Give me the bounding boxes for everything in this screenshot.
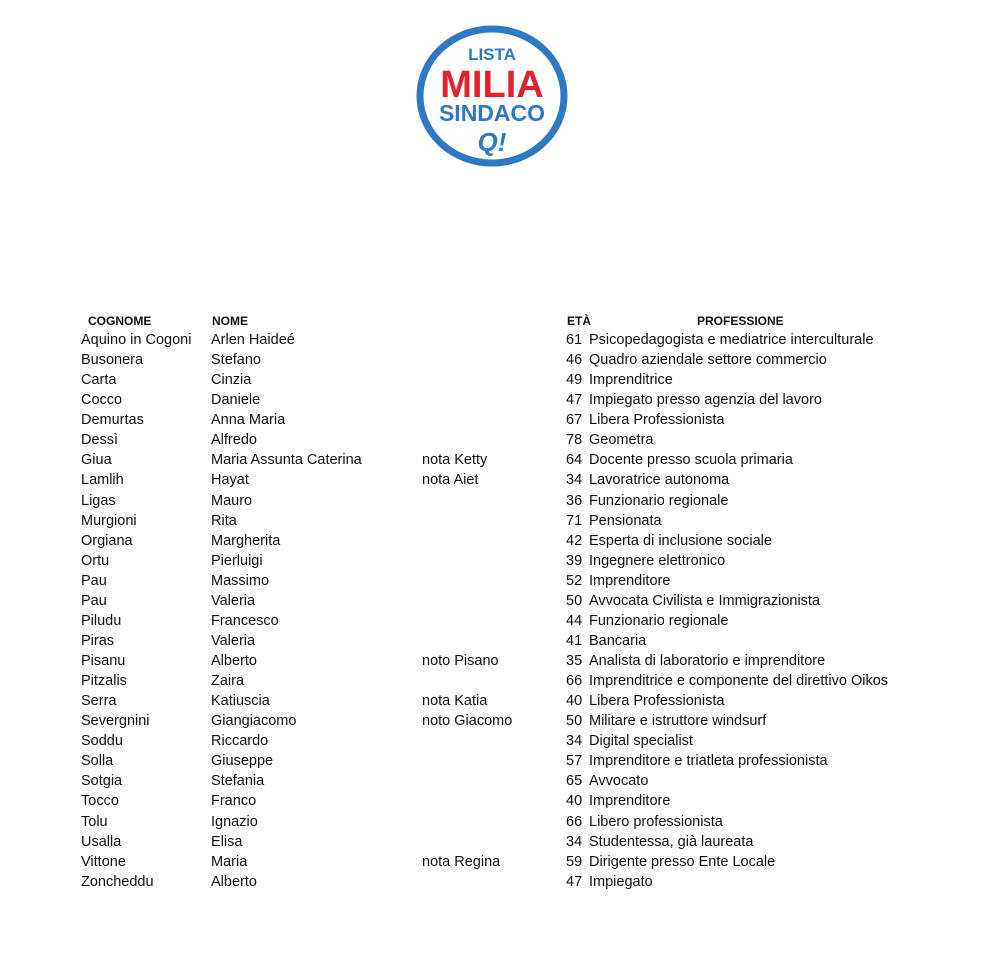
- logo-q-mark: Q!: [477, 127, 507, 157]
- cognome-cell: Solla: [81, 753, 114, 770]
- cognome-cell: Sotgia: [81, 773, 123, 790]
- professione-cell: Dirigente presso Ente Locale: [589, 853, 776, 870]
- table-row: [0, 872, 1000, 892]
- professione-cell: Impiegato: [589, 873, 653, 890]
- eta-cell: 71: [566, 512, 583, 529]
- professione-cell: Libera Professionista: [589, 693, 725, 710]
- nota-cell: noto Giacomo: [422, 713, 513, 730]
- nome-cell: Alfredo: [211, 432, 257, 449]
- eta-cell: 34: [566, 833, 583, 850]
- eta-cell: 61: [566, 332, 583, 348]
- nota-cell: noto Pisano: [422, 653, 499, 669]
- professione-cell: Avvocato: [589, 773, 649, 790]
- professione-cell: Imprenditrice: [589, 372, 673, 389]
- professione-cell: Imprenditore e triatleta professionista: [589, 753, 828, 770]
- professione-cell: Studentessa, già laureata: [589, 833, 754, 850]
- eta-cell: 66: [566, 673, 583, 690]
- nome-cell: Arlen Haideé: [211, 332, 295, 348]
- eta-cell: 47: [566, 392, 583, 409]
- professione-cell: Impiegato presso agenzia del lavoro: [589, 392, 822, 409]
- professione-cell: Geometra: [589, 432, 654, 449]
- eta-cell: 46: [566, 352, 583, 369]
- nome-cell: Elisa: [211, 833, 243, 850]
- nome-cell: Anna Maria: [211, 412, 286, 429]
- cognome-cell: Lamlih: [81, 472, 124, 489]
- professione-cell: Funzionario regionale: [589, 492, 729, 509]
- eta-cell: 39: [566, 552, 583, 569]
- nome-cell: Mauro: [211, 492, 253, 509]
- header-professione: PROFESSIONE: [697, 314, 784, 328]
- professione-cell: Libera Professionista: [589, 412, 725, 429]
- cognome-cell: Pisanu: [81, 653, 126, 669]
- eta-cell: 67: [566, 412, 583, 429]
- eta-cell: 41: [566, 632, 583, 649]
- eta-cell: 57: [566, 753, 583, 770]
- cognome-cell: Murgioni: [81, 512, 137, 529]
- table-row: [0, 430, 1000, 450]
- cognome-cell: Aquino in Cogoni: [81, 332, 192, 348]
- table-row: [0, 812, 1000, 832]
- eta-cell: 52: [566, 572, 583, 589]
- table-row: [0, 571, 1000, 591]
- nome-cell: Hayat: [211, 472, 249, 489]
- professione-cell: Militare e istruttore windsurf: [589, 713, 767, 730]
- professione-cell: Lavoratrice autonoma: [589, 472, 730, 489]
- logo-milia-text: MILIA: [440, 64, 544, 106]
- table-row: [0, 531, 1000, 551]
- table-row: [0, 410, 1000, 430]
- cognome-cell: Carta: [81, 372, 117, 389]
- professione-cell: Digital specialist: [589, 733, 693, 750]
- cognome-cell: Serra: [81, 693, 117, 710]
- table-row: [0, 551, 1000, 571]
- nota-cell: nota Aiet: [422, 472, 479, 489]
- table-row: [0, 711, 1000, 731]
- table-row: [0, 511, 1000, 531]
- eta-cell: 42: [566, 532, 583, 549]
- cognome-cell: Orgiana: [81, 532, 133, 549]
- cognome-cell: Severgnini: [81, 713, 150, 730]
- cognome-cell: Piludu: [81, 612, 122, 629]
- table-row: [0, 651, 1000, 671]
- logo-sindaco-text: SINDACO: [438, 100, 546, 126]
- professione-cell: Psicopedagogista e mediatrice interculturale: [589, 332, 874, 348]
- nome-cell: Stefano: [211, 352, 261, 369]
- professione-cell: Quadro aziendale settore commercio: [589, 352, 827, 369]
- lista-milia-sindaco-logo: [416, 25, 568, 167]
- header-nome: NOME: [212, 314, 248, 328]
- professione-cell: Avvocata Civilista e Immigrazionista: [589, 592, 821, 609]
- nome-cell: Giangiacomo: [211, 713, 297, 730]
- eta-cell: 34: [566, 472, 583, 489]
- table-row: [0, 832, 1000, 852]
- eta-cell: 59: [566, 853, 583, 870]
- nome-cell: Cinzia: [211, 372, 252, 389]
- table-row: [0, 350, 1000, 370]
- table-row: [0, 751, 1000, 771]
- cognome-cell: Zoncheddu: [81, 873, 154, 890]
- nota-cell: nota Ketty: [422, 452, 488, 469]
- eta-cell: 66: [566, 813, 583, 830]
- candidate-list: [0, 330, 1000, 892]
- table-row: [0, 390, 1000, 410]
- professione-cell: Imprenditore: [589, 572, 671, 589]
- nota-cell: nota Katia: [422, 693, 488, 710]
- nome-cell: Massimo: [211, 572, 270, 589]
- professione-cell: Docente presso scuola primaria: [589, 452, 793, 469]
- header-eta: ETÀ: [567, 314, 591, 328]
- nome-cell: Franco: [211, 793, 257, 810]
- professione-cell: Funzionario regionale: [589, 612, 729, 629]
- eta-cell: 35: [566, 653, 583, 669]
- nota-cell: nota Regina: [422, 853, 501, 870]
- cognome-cell: Pau: [81, 572, 107, 589]
- professione-cell: Ingegnere elettronico: [589, 552, 726, 569]
- professione-cell: Imprenditrice e componente del direttivo Oikos: [589, 673, 889, 690]
- eta-cell: 47: [566, 873, 583, 890]
- cognome-cell: Tolu: [81, 813, 108, 830]
- professione-cell: Analista di laboratorio e imprenditore: [589, 653, 826, 669]
- nome-cell: Pierluigi: [211, 552, 263, 569]
- table-row: [0, 450, 1000, 470]
- cognome-cell: Dessì: [81, 432, 119, 449]
- table-row: [0, 631, 1000, 651]
- logo-lista-text: LISTA: [468, 45, 516, 64]
- eta-cell: 65: [566, 773, 583, 790]
- nome-cell: Valeria: [211, 592, 256, 609]
- table-row: [0, 611, 1000, 631]
- cognome-cell: Pau: [81, 592, 107, 609]
- nome-cell: Stefania: [211, 773, 265, 790]
- cognome-cell: Ligas: [81, 492, 116, 509]
- eta-cell: 44: [566, 612, 583, 629]
- nome-cell: Alberto: [211, 653, 257, 669]
- nome-cell: Maria Assunta Caterina: [211, 452, 362, 469]
- nome-cell: Riccardo: [211, 733, 269, 750]
- nome-cell: Katiuscia: [211, 693, 270, 710]
- table-row: [0, 491, 1000, 511]
- eta-cell: 50: [566, 592, 583, 609]
- eta-cell: 36: [566, 492, 583, 509]
- eta-cell: 40: [566, 693, 583, 710]
- cognome-cell: Soddu: [81, 733, 123, 750]
- nome-cell: Zaira: [211, 673, 245, 690]
- eta-cell: 78: [566, 432, 583, 449]
- table-row: [0, 731, 1000, 751]
- nome-cell: Maria: [211, 853, 248, 870]
- table-row: [0, 591, 1000, 611]
- table-row: [0, 791, 1000, 811]
- nome-cell: Rita: [211, 512, 237, 529]
- cognome-cell: Ortu: [81, 552, 110, 569]
- cognome-cell: Giua: [81, 452, 112, 469]
- cognome-cell: Busonera: [81, 352, 144, 369]
- cognome-cell: Pitzalis: [81, 673, 127, 690]
- table-row: [0, 330, 1000, 350]
- professione-cell: Pensionata: [589, 512, 662, 529]
- cognome-cell: Vittone: [81, 853, 126, 870]
- table-row: [0, 771, 1000, 791]
- cognome-cell: Tocco: [81, 793, 119, 810]
- professione-cell: Bancaria: [589, 632, 647, 649]
- nome-cell: Giuseppe: [211, 753, 274, 770]
- professione-cell: Libero professionista: [589, 813, 723, 830]
- eta-cell: 40: [566, 793, 583, 810]
- table-row: [0, 470, 1000, 490]
- cognome-cell: Cocco: [81, 392, 123, 409]
- nome-cell: Daniele: [211, 392, 261, 409]
- professione-cell: Imprenditore: [589, 793, 671, 810]
- header-cognome: COGNOME: [88, 314, 152, 328]
- table-row: [0, 370, 1000, 390]
- table-row: [0, 691, 1000, 711]
- eta-cell: 34: [566, 733, 583, 750]
- cognome-cell: Demurtas: [81, 412, 144, 429]
- professione-cell: Esperta di inclusione sociale: [589, 532, 772, 549]
- cognome-cell: Usalla: [81, 833, 122, 850]
- eta-cell: 50: [566, 713, 583, 730]
- nome-cell: Alberto: [211, 873, 257, 890]
- nome-cell: Francesco: [211, 612, 279, 629]
- table-row: [0, 671, 1000, 691]
- nome-cell: Valeria: [211, 632, 256, 649]
- cognome-cell: Piras: [81, 632, 115, 649]
- nome-cell: Ignazio: [211, 813, 258, 830]
- eta-cell: 64: [566, 452, 583, 469]
- nome-cell: Margherita: [211, 532, 281, 549]
- eta-cell: 49: [566, 372, 583, 389]
- table-row: [0, 852, 1000, 872]
